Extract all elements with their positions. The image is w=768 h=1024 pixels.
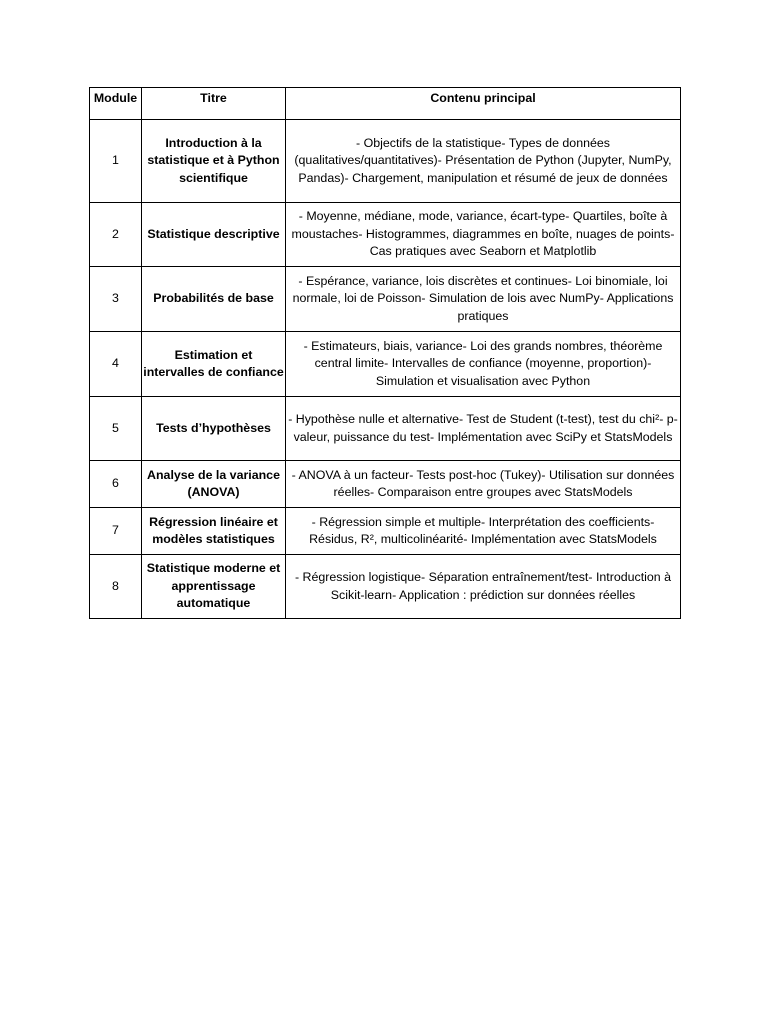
module-title: Analyse de la variance (ANOVA): [142, 461, 286, 508]
header-content: Contenu principal: [286, 88, 681, 120]
module-content: - Estimateurs, biais, variance- Loi des grands nombres, théorème central limite- Intervalles de confiance (moyenne, proportion)- Simulation et visualisation avec Python: [286, 332, 681, 397]
module-content: - ANOVA à un facteur- Tests post-hoc (Tukey)- Utilisation sur données réelles- Comparaison entre groupes avec StatsModels: [286, 461, 681, 508]
header-module: Module: [90, 88, 142, 120]
table-row: [90, 332, 681, 397]
module-number: 8: [90, 555, 142, 619]
module-title: Régression linéaire et modèles statistiques: [142, 508, 286, 555]
module-number: 2: [90, 203, 142, 267]
table-header-row: [90, 88, 681, 120]
module-content: - Objectifs de la statistique- Types de données (qualitatives/quantitatives)- Présentation de Python (Jupyter, NumPy, Pandas)- Chargement, manipulation et résumé de jeux de données: [286, 120, 681, 203]
module-number: 6: [90, 461, 142, 508]
module-title: Statistique moderne et apprentissage automatique: [142, 555, 286, 619]
module-number: 1: [90, 120, 142, 203]
header-title: Titre: [142, 88, 286, 120]
table-row: [90, 555, 681, 619]
module-number: 3: [90, 267, 142, 332]
module-title: Statistique descriptive: [142, 203, 286, 267]
module-number: 4: [90, 332, 142, 397]
module-number: 5: [90, 397, 142, 461]
module-title: Tests d’hypothèses: [142, 397, 286, 461]
table-row: [90, 120, 681, 203]
module-content: - Hypothèse nulle et alternative- Test de Student (t-test), test du chi²- p-valeur, puissance du test- Implémentation avec SciPy et StatsModels: [286, 397, 681, 461]
table-row: [90, 267, 681, 332]
module-title: Introduction à la statistique et à Python scientifique: [142, 120, 286, 203]
module-title: Estimation et intervalles de confiance: [142, 332, 286, 397]
table-row: [90, 461, 681, 508]
module-content: - Régression simple et multiple- Interprétation des coefficients- Résidus, R², multicolinéarité- Implémentation avec StatsModels: [286, 508, 681, 555]
table-row: [90, 397, 681, 461]
syllabus-table: [89, 87, 681, 619]
table-row: [90, 508, 681, 555]
module-number: 7: [90, 508, 142, 555]
table-row: [90, 203, 681, 267]
module-title: Probabilités de base: [142, 267, 286, 332]
module-content: - Régression logistique- Séparation entraînement/test- Introduction à Scikit-learn- Application : prédiction sur données réelles: [286, 555, 681, 619]
module-content: - Espérance, variance, lois discrètes et continues- Loi binomiale, loi normale, loi de Poisson- Simulation de lois avec NumPy- Applications pratiques: [286, 267, 681, 332]
module-content: - Moyenne, médiane, mode, variance, écart-type- Quartiles, boîte à moustaches- Histogrammes, diagrammes en boîte, nuages de points- Cas pratiques avec Seaborn et Matplotlib: [286, 203, 681, 267]
